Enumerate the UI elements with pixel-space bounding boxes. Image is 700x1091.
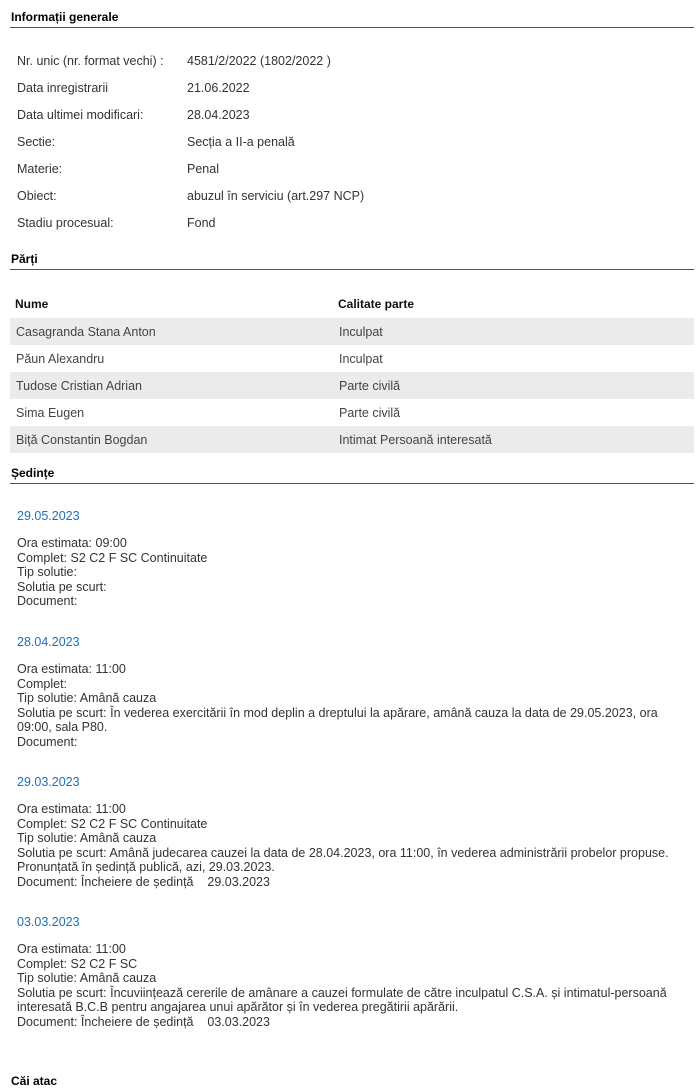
hearing-panel: Complet: S2 C2 F SC <box>17 956 138 971</box>
table-row <box>10 345 694 372</box>
info-value: abuzul în serviciu (art.297 NCP) <box>187 188 365 203</box>
hearing-document: Document: <box>17 734 78 749</box>
sedinte-section <box>0 466 700 484</box>
info-value: Penal <box>187 161 219 176</box>
hearing-date: 28.04.2023 <box>17 635 80 649</box>
info-row-nr-unic <box>0 47 700 74</box>
hearing-time: Ora estimata: 11:00 <box>17 802 126 816</box>
hearing-solution-type: Tip solutie: Amână cauza <box>17 831 157 845</box>
info-row-sectie <box>0 128 700 155</box>
table-row <box>10 318 694 345</box>
party-name: Biță Constantin Bogdan <box>16 432 148 447</box>
hearing-solution-summary: Solutia pe scurt: Amână judecarea cauzei la data de 28.04.2023, ora 11:00, în vederea administrării probelor propuse. Pronunțată în ședință publică, azi, 29.03.2023. <box>17 845 669 874</box>
cai-atac-section <box>0 1074 700 1091</box>
party-role: Inculpat <box>339 351 383 366</box>
hearing-solution-type: Tip solutie: Amână cauza <box>17 971 157 985</box>
party-name: Casagranda Stana Anton <box>16 324 156 339</box>
party-role: Inculpat <box>339 324 383 339</box>
party-role: Parte civilă <box>339 405 401 420</box>
info-row-materie <box>0 155 700 182</box>
hearing-date: 29.03.2023 <box>17 775 80 789</box>
table-row <box>10 426 694 453</box>
hearing-document[interactable]: Document: Încheiere de ședință 29.03.2023 <box>17 874 270 889</box>
hearing-item <box>17 635 680 749</box>
hearing-panel: Complet: S2 C2 F SC Continuitate <box>17 816 208 831</box>
hearing-panel: Complet: <box>17 676 68 691</box>
info-row-obiect <box>0 182 700 209</box>
hearing-date: 29.05.2023 <box>17 509 80 523</box>
hearing-solution-summary: Solutia pe scurt: În vederea exercitării în mod deplin a dreptului la apărare, amână cauza la data de 29.05.2023, ora 09:00, sala P80. <box>17 705 658 734</box>
info-label: Materie: <box>17 161 63 176</box>
hearing-document: Document: <box>17 594 78 608</box>
party-name: Sima Eugen <box>16 405 85 420</box>
hearing-time: Ora estimata: 09:00 <box>17 536 127 550</box>
column-header-nume: Nume <box>15 297 49 311</box>
cai-atac-section-title: Căi atac <box>11 1074 58 1088</box>
hearing-solution-type: Tip solutie: Amână cauza <box>17 691 157 705</box>
info-label: Data ultimei modificari: <box>17 107 144 122</box>
info-label: Data inregistrarii <box>17 80 109 95</box>
party-name: Păun Alexandru <box>16 351 105 366</box>
hearing-solution-type: Tip solutie: <box>17 565 77 579</box>
party-name: Tudose Cristian Adrian <box>16 378 142 393</box>
table-row <box>10 399 694 426</box>
hearing-document[interactable]: Document: Încheiere de ședință 03.03.2023 <box>17 1014 270 1029</box>
info-label: Sectie: <box>17 134 56 149</box>
info-value: 28.04.2023 <box>187 107 250 122</box>
info-section <box>0 10 700 236</box>
info-label: Nr. unic (nr. format vechi) : <box>17 53 164 68</box>
sedinte-section-title: Ședințe <box>11 466 55 480</box>
hearing-time: Ora estimata: 11:00 <box>17 662 126 676</box>
sedinte-divider <box>10 483 694 484</box>
info-value: 4581/2/2022 (1802/2022 ) <box>187 53 331 68</box>
hearing-date: 03.03.2023 <box>17 915 80 929</box>
hearing-item <box>17 775 680 889</box>
info-row-stadiu <box>0 209 700 236</box>
info-row-data-modificari <box>0 101 700 128</box>
party-role: Intimat Persoană interesată <box>339 432 492 447</box>
parti-section <box>0 252 700 453</box>
hearing-panel: Complet: S2 C2 F SC Continuitate <box>17 550 208 565</box>
hearing-solution-summary: Solutia pe scurt: Încuviințează cererile de amânare a cauzei formulate de către inculpatul C.S.A. și intimatul-persoană interesată B.C.B pentru angajarea unui apărător și în vederea pregătirii apărării. <box>17 985 667 1014</box>
hearing-solution-summary: Solutia pe scurt: <box>17 579 107 594</box>
hearing-time: Ora estimata: 11:00 <box>17 942 126 956</box>
info-section-title: Informații generale <box>11 10 119 24</box>
info-value: 21.06.2022 <box>187 80 250 95</box>
info-label: Stadiu procesual: <box>17 215 114 230</box>
table-row <box>10 372 694 399</box>
hearing-item <box>17 915 680 1029</box>
parti-table-header <box>10 290 694 318</box>
parti-section-title: Părți <box>11 252 38 266</box>
info-value: Fond <box>187 215 216 230</box>
info-value: Secția a II-a penală <box>187 134 295 149</box>
party-role: Parte civilă <box>339 378 401 393</box>
info-row-data-inregistrarii <box>0 74 700 101</box>
column-header-calitate: Calitate parte <box>338 297 415 311</box>
info-label: Obiect: <box>17 188 57 203</box>
hearing-item <box>17 509 207 609</box>
